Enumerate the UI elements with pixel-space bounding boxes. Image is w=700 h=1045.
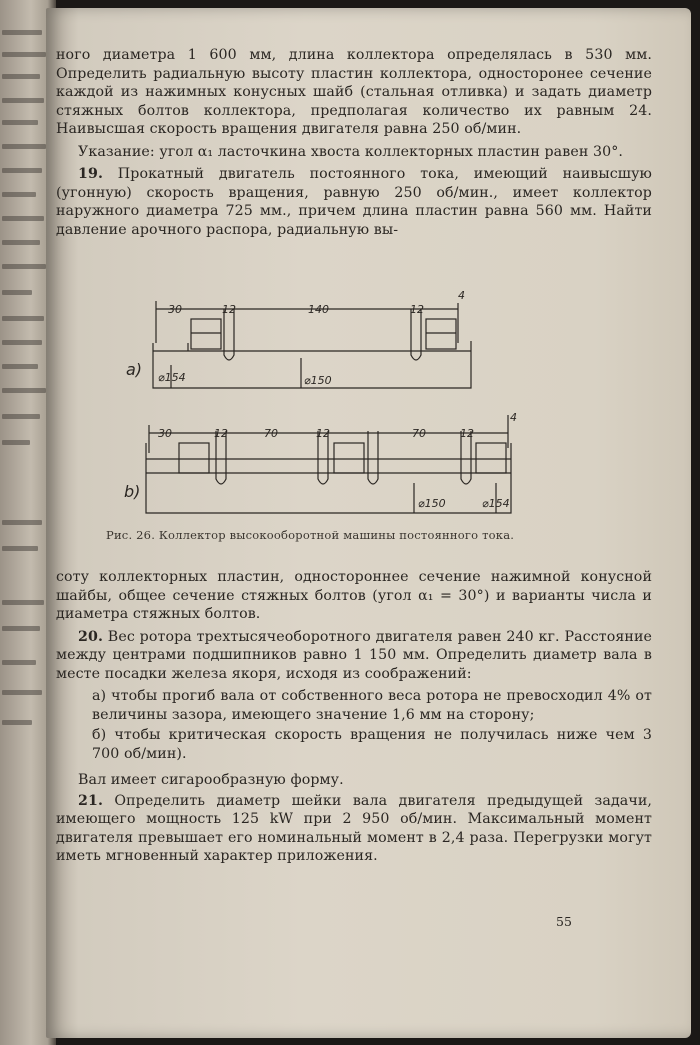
label-a: a) <box>126 360 143 379</box>
diam-a-154: ⌀154 <box>158 371 186 384</box>
problem-19-text: Прокатный двигатель постоянного тока, имеющий наивысшую (угонную) скорость вращения, равную 250 об/мин., имеет коллектор наружного диаметра 725 мм., причем длина пластин равна 560 мм. Найти давление арочного распора, радиальную вы- <box>56 166 652 238</box>
dim-b-70-1: 70 <box>264 427 278 440</box>
dim-b-30: 30 <box>158 427 172 440</box>
dim-a-12-left: 12 <box>222 303 236 316</box>
dim-b-12-1: 12 <box>214 427 228 440</box>
paragraph-top: ного диаметра 1 600 мм, длина коллектора определялась в 530 мм. Определить радиальную высоту пластин коллектора, односторонее сечение каждой из нажимных конусных шайб (стальная отливка) и задать диаметр стяжных болтов коллектора, предполагая количество их равным 24. Наивысшая скорость вращения двигателя равна 250 об/мин. <box>56 47 652 137</box>
problem-21-number: 21. <box>78 792 103 809</box>
problem-19-number: 19. <box>78 166 103 182</box>
dim-a-140: 140 <box>308 303 329 316</box>
dim-b-12-2: 12 <box>316 427 330 440</box>
problem-20-text: Вес ротора трехтысячеоборотного двигателя равен 240 кг. Расстояние между центрами подшипников равно 1 150 мм. Определить диаметр вала в месте посадки железа якоря, исходя из соображений: <box>56 628 652 682</box>
commutator-figure <box>46 283 691 523</box>
problem-20-note: Вал имеет сигарообразную форму. <box>78 772 344 788</box>
dim-a-4: 4 <box>458 289 465 302</box>
problem-21 <box>56 792 652 866</box>
problem-21-text: Определить диаметр шейки вала двигателя предыдущей задачи, имеющего мощность 125 kW при 2 950 об/мин. Максимальный момент двигателя превышает его номинальный момент в 2,4 раза. Перегрузки могут иметь мгновенный характер приложения. <box>56 792 652 864</box>
paragraph-continue: соту коллекторных пластин, одностороннее сечение нажимной конусной шайбы, общее сечение стяжных болтов (угол α₁ = 30°) и варианты числа и диаметра стяжных болтов. <box>56 569 652 622</box>
diam-b-150: ⌀150 <box>418 497 446 510</box>
dim-b-70-2: 70 <box>412 427 426 440</box>
diam-a-150: ⌀150 <box>304 374 332 387</box>
problem-20 <box>56 628 652 684</box>
dim-a-12-right: 12 <box>410 303 424 316</box>
page-number: 55 <box>556 914 572 929</box>
problem-19 <box>56 165 652 239</box>
problem-20-number: 20. <box>78 628 103 645</box>
figure-caption: Рис. 26. Коллектор высокооборотной машины постоянного тока. <box>106 528 515 542</box>
bottom-text <box>56 568 652 866</box>
problem-20-item-a: а) чтобы прогиб вала от собственного веса ротора не превосходил 4% от величины зазора, имеющего значение 1,6 мм на сторону; <box>92 688 652 723</box>
diam-b-154: ⌀154 <box>482 497 510 510</box>
book-page <box>46 8 691 1038</box>
dim-b-4: 4 <box>510 411 517 424</box>
top-text <box>56 46 652 239</box>
hint-paragraph: Указание: угол α₁ ласточкина хвоста коллекторных пластин равен 30°. <box>78 143 624 160</box>
problem-20-item-b: б) чтобы критическая скорость вращения не получилась ниже чем 3 700 об/мин). <box>92 727 652 762</box>
dim-a-30: 30 <box>168 303 182 316</box>
label-b: b) <box>124 482 141 501</box>
dim-b-12-3: 12 <box>460 427 474 440</box>
